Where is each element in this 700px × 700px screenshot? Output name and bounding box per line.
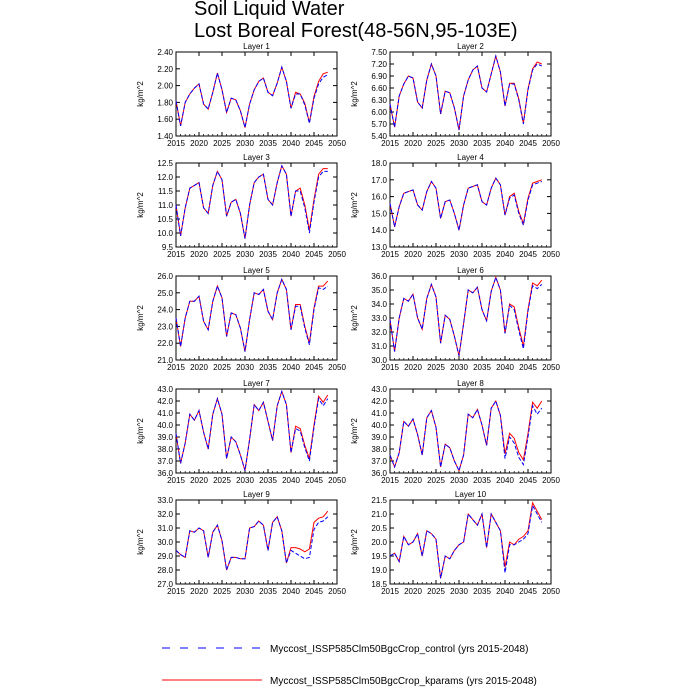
y-tick-label: 33.0 xyxy=(157,496,173,505)
y-tick-label: 2.20 xyxy=(157,64,173,74)
x-tick-label: 2015 xyxy=(381,250,399,259)
x-tick-label: 2040 xyxy=(496,363,514,372)
y-tick-label: 36.0 xyxy=(371,469,387,478)
x-tick-label: 2030 xyxy=(236,476,254,485)
panel-layer-10 xyxy=(350,490,560,596)
y-axis-label: kg/m^2 xyxy=(136,305,145,331)
panel-layer-4 xyxy=(350,153,560,259)
series-line-control xyxy=(176,166,328,239)
panel-layer-1 xyxy=(136,42,346,148)
x-tick-label: 2020 xyxy=(190,250,208,259)
x-tick-label: 2015 xyxy=(167,139,185,148)
series-line-kparams xyxy=(390,277,542,355)
series-line-kparams xyxy=(390,401,542,471)
x-tick-label: 2025 xyxy=(213,250,231,259)
y-tick-label: 23.0 xyxy=(157,322,173,332)
series-line-control xyxy=(176,517,328,570)
plot-frame xyxy=(390,389,551,473)
series-line-control xyxy=(390,56,542,130)
y-tick-label: 2.40 xyxy=(157,48,173,57)
x-tick-label: 2025 xyxy=(213,476,231,485)
x-tick-label: 2025 xyxy=(427,476,445,485)
y-tick-label: 11.5 xyxy=(158,187,173,196)
y-tick-label: 11.0 xyxy=(158,201,173,210)
y-tick-label: 25.0 xyxy=(157,288,173,298)
y-tick-label: 33.0 xyxy=(371,314,387,323)
x-tick-label: 2050 xyxy=(328,587,346,596)
x-tick-label: 2035 xyxy=(259,139,277,148)
x-tick-label: 2015 xyxy=(167,587,185,596)
x-tick-label: 2020 xyxy=(404,476,422,485)
plot-frame xyxy=(176,500,337,584)
x-tick-label: 2020 xyxy=(190,139,208,148)
x-tick-label: 2045 xyxy=(519,139,537,148)
y-tick-label: 34.0 xyxy=(371,300,387,309)
x-tick-label: 2050 xyxy=(542,476,560,485)
x-tick-label: 2030 xyxy=(450,476,468,485)
x-tick-label: 2020 xyxy=(404,250,422,259)
x-tick-label: 2035 xyxy=(473,587,491,596)
x-tick-label: 2040 xyxy=(282,587,300,596)
y-tick-label: 28.0 xyxy=(157,566,173,575)
x-tick-label: 2020 xyxy=(190,587,208,596)
y-tick-label: 10.5 xyxy=(157,215,173,224)
x-tick-label: 2030 xyxy=(236,139,254,148)
x-tick-label: 2045 xyxy=(305,476,323,485)
x-tick-label: 2040 xyxy=(496,476,514,485)
x-tick-label: 2045 xyxy=(305,139,323,148)
y-tick-label: 21.5 xyxy=(371,496,387,505)
y-tick-label: 15.0 xyxy=(371,209,387,219)
x-tick-label: 2050 xyxy=(328,139,346,148)
x-tick-label: 2015 xyxy=(381,587,399,596)
x-tick-label: 2020 xyxy=(404,363,422,372)
x-tick-label: 2015 xyxy=(381,139,399,148)
y-tick-label: 41.0 xyxy=(157,409,173,418)
x-tick-label: 2045 xyxy=(519,250,537,259)
y-tick-label: 12.5 xyxy=(157,159,173,168)
y-tick-label: 31.0 xyxy=(157,524,173,533)
panel-title: Layer 8 xyxy=(457,379,484,388)
x-tick-label: 2015 xyxy=(167,363,185,372)
x-tick-label: 2035 xyxy=(259,363,277,372)
y-tick-label: 26.0 xyxy=(157,272,173,281)
x-tick-label: 2045 xyxy=(519,476,537,485)
y-tick-label: 42.0 xyxy=(157,397,173,406)
x-tick-label: 2025 xyxy=(427,139,445,148)
y-axis-label: kg/m^2 xyxy=(350,81,359,107)
y-tick-label: 5.40 xyxy=(371,132,387,141)
y-tick-label: 41.0 xyxy=(371,409,387,418)
y-tick-label: 6.00 xyxy=(371,108,387,117)
y-tick-label: 43.0 xyxy=(371,385,387,394)
y-tick-label: 14.0 xyxy=(371,226,387,236)
y-tick-label: 1.40 xyxy=(157,132,173,141)
y-tick-label: 36.0 xyxy=(371,272,387,281)
legend-kparams-label: Myccost_ISSP585Clm50BgcCrop_kparams (yrs 2015-2048) xyxy=(270,676,537,687)
x-tick-label: 2025 xyxy=(427,363,445,372)
series-line-control xyxy=(390,506,542,579)
x-tick-label: 2030 xyxy=(450,587,468,596)
x-tick-label: 2030 xyxy=(450,363,468,372)
x-tick-label: 2050 xyxy=(542,250,560,259)
series-line-control xyxy=(176,279,328,351)
y-axis-label: kg/m^2 xyxy=(350,192,359,218)
panel-title: Layer 2 xyxy=(457,42,484,51)
y-tick-label: 37.0 xyxy=(371,457,387,466)
y-tick-label: 21.0 xyxy=(157,356,173,365)
x-tick-label: 2015 xyxy=(381,363,399,372)
y-tick-label: 39.0 xyxy=(157,433,173,442)
panel-title: Layer 3 xyxy=(243,153,270,162)
x-tick-label: 2035 xyxy=(473,476,491,485)
y-axis-label: kg/m^2 xyxy=(350,305,359,331)
series-line-kparams xyxy=(176,391,328,470)
panel-title: Layer 9 xyxy=(243,490,270,499)
panel-layer-3 xyxy=(136,153,346,259)
y-tick-label: 16.0 xyxy=(371,192,387,202)
x-tick-label: 2025 xyxy=(213,363,231,372)
y-tick-label: 6.90 xyxy=(371,72,387,81)
y-tick-label: 38.0 xyxy=(157,445,173,454)
y-tick-label: 21.0 xyxy=(371,510,387,519)
y-tick-label: 30.0 xyxy=(371,356,387,365)
y-tick-label: 35.0 xyxy=(371,286,387,295)
series-line-kparams xyxy=(176,279,328,351)
x-tick-label: 2045 xyxy=(305,250,323,259)
y-tick-label: 29.0 xyxy=(157,552,173,561)
panel-title: Layer 7 xyxy=(243,379,270,388)
x-tick-label: 2045 xyxy=(519,363,537,372)
x-tick-label: 2035 xyxy=(259,476,277,485)
y-axis-label: kg/m^2 xyxy=(136,418,145,444)
y-axis-label: kg/m^2 xyxy=(136,529,145,555)
x-tick-label: 2025 xyxy=(213,587,231,596)
x-tick-label: 2040 xyxy=(282,363,300,372)
x-tick-label: 2030 xyxy=(236,363,254,372)
y-tick-label: 6.30 xyxy=(371,96,387,105)
panel-layer-2 xyxy=(350,42,560,148)
y-tick-label: 19.5 xyxy=(371,552,387,561)
x-tick-label: 2040 xyxy=(282,250,300,259)
series-line-control xyxy=(176,391,328,470)
y-axis-label: kg/m^2 xyxy=(136,192,145,218)
x-tick-label: 2025 xyxy=(427,250,445,259)
x-tick-label: 2030 xyxy=(236,587,254,596)
y-tick-label: 7.50 xyxy=(371,48,387,57)
x-tick-label: 2045 xyxy=(305,363,323,372)
y-tick-label: 20.5 xyxy=(371,524,387,533)
panel-layer-5 xyxy=(136,266,346,372)
x-tick-label: 2020 xyxy=(404,139,422,148)
series-line-kparams xyxy=(390,178,542,230)
x-tick-label: 2040 xyxy=(496,587,514,596)
panel-title: Layer 10 xyxy=(454,490,487,499)
figure-title-line2: Lost Boreal Forest(48-56N,95-103E) xyxy=(194,20,518,42)
y-tick-label: 36.0 xyxy=(157,469,173,478)
y-tick-label: 18.5 xyxy=(371,580,387,589)
x-tick-label: 2040 xyxy=(496,139,514,148)
y-tick-label: 40.0 xyxy=(371,421,387,430)
y-tick-label: 43.0 xyxy=(157,385,173,394)
y-axis-label: kg/m^2 xyxy=(136,81,145,107)
x-tick-label: 2035 xyxy=(473,139,491,148)
x-tick-label: 2020 xyxy=(190,476,208,485)
y-tick-label: 2.00 xyxy=(157,81,173,91)
y-tick-label: 31.0 xyxy=(371,342,387,351)
figure-title-line1: Soil Liquid Water xyxy=(194,0,345,20)
y-tick-label: 20.0 xyxy=(371,538,387,547)
x-tick-label: 2035 xyxy=(259,587,277,596)
series-line-kparams xyxy=(176,166,328,239)
series-line-control xyxy=(176,67,328,127)
y-tick-label: 1.80 xyxy=(157,98,173,108)
y-tick-label: 5.70 xyxy=(371,120,387,129)
plot-frame xyxy=(176,52,337,136)
x-tick-label: 2050 xyxy=(542,363,560,372)
panel-title: Layer 6 xyxy=(457,266,484,275)
panel-title: Layer 1 xyxy=(243,42,270,51)
y-tick-label: 27.0 xyxy=(157,580,173,589)
x-tick-label: 2030 xyxy=(236,250,254,259)
y-tick-label: 32.0 xyxy=(157,510,173,519)
y-tick-label: 12.0 xyxy=(157,173,173,182)
y-tick-label: 30.0 xyxy=(157,538,173,547)
x-tick-label: 2040 xyxy=(282,139,300,148)
y-tick-label: 32.0 xyxy=(371,328,387,337)
series-line-kparams xyxy=(390,56,542,130)
x-tick-label: 2015 xyxy=(381,476,399,485)
x-tick-label: 2035 xyxy=(259,250,277,259)
x-tick-label: 2030 xyxy=(450,250,468,259)
panel-layer-8 xyxy=(350,379,560,485)
y-tick-label: 40.0 xyxy=(157,421,173,430)
y-tick-label: 9.5 xyxy=(161,243,173,252)
x-tick-label: 2040 xyxy=(496,250,514,259)
x-tick-label: 2045 xyxy=(305,587,323,596)
x-tick-label: 2020 xyxy=(190,363,208,372)
x-tick-label: 2030 xyxy=(450,139,468,148)
series-line-control xyxy=(390,178,542,230)
y-tick-label: 10.0 xyxy=(157,229,173,238)
y-tick-label: 37.0 xyxy=(157,457,173,466)
y-tick-label: 24.0 xyxy=(157,305,173,315)
x-tick-label: 2050 xyxy=(328,476,346,485)
panel-layer-9 xyxy=(136,490,346,596)
x-tick-label: 2050 xyxy=(328,250,346,259)
y-tick-label: 22.0 xyxy=(157,339,173,349)
x-tick-label: 2025 xyxy=(427,587,445,596)
plot-frame xyxy=(390,500,551,584)
y-tick-label: 39.0 xyxy=(371,433,387,442)
x-tick-label: 2035 xyxy=(473,363,491,372)
series-line-kparams xyxy=(176,511,328,570)
x-tick-label: 2015 xyxy=(167,476,185,485)
y-axis-label: kg/m^2 xyxy=(350,529,359,555)
y-tick-label: 18.0 xyxy=(371,159,387,168)
x-tick-label: 2020 xyxy=(404,587,422,596)
series-line-control xyxy=(390,277,542,355)
x-tick-label: 2045 xyxy=(519,587,537,596)
panel-title: Layer 5 xyxy=(243,266,270,275)
x-tick-label: 2050 xyxy=(328,363,346,372)
y-tick-label: 1.60 xyxy=(157,115,173,125)
y-tick-label: 7.20 xyxy=(371,60,387,69)
panel-title: Layer 4 xyxy=(457,153,484,162)
panel-layer-6 xyxy=(350,266,560,372)
y-tick-label: 13.0 xyxy=(371,243,387,252)
x-tick-label: 2035 xyxy=(473,250,491,259)
legend-control-label: Myccost_ISSP585Clm50BgcCrop_control (yrs 2015-2048) xyxy=(270,644,529,655)
y-axis-label: kg/m^2 xyxy=(350,418,359,444)
y-tick-label: 6.60 xyxy=(371,84,387,93)
x-tick-label: 2050 xyxy=(542,139,560,148)
x-tick-label: 2050 xyxy=(542,587,560,596)
y-tick-label: 17.0 xyxy=(371,175,387,185)
y-tick-label: 19.0 xyxy=(371,566,387,575)
series-line-kparams xyxy=(390,503,542,579)
y-tick-label: 42.0 xyxy=(371,397,387,406)
x-tick-label: 2025 xyxy=(213,139,231,148)
panel-layer-7 xyxy=(136,379,346,485)
x-tick-label: 2040 xyxy=(282,476,300,485)
y-tick-label: 38.0 xyxy=(371,445,387,454)
x-tick-label: 2015 xyxy=(167,250,185,259)
